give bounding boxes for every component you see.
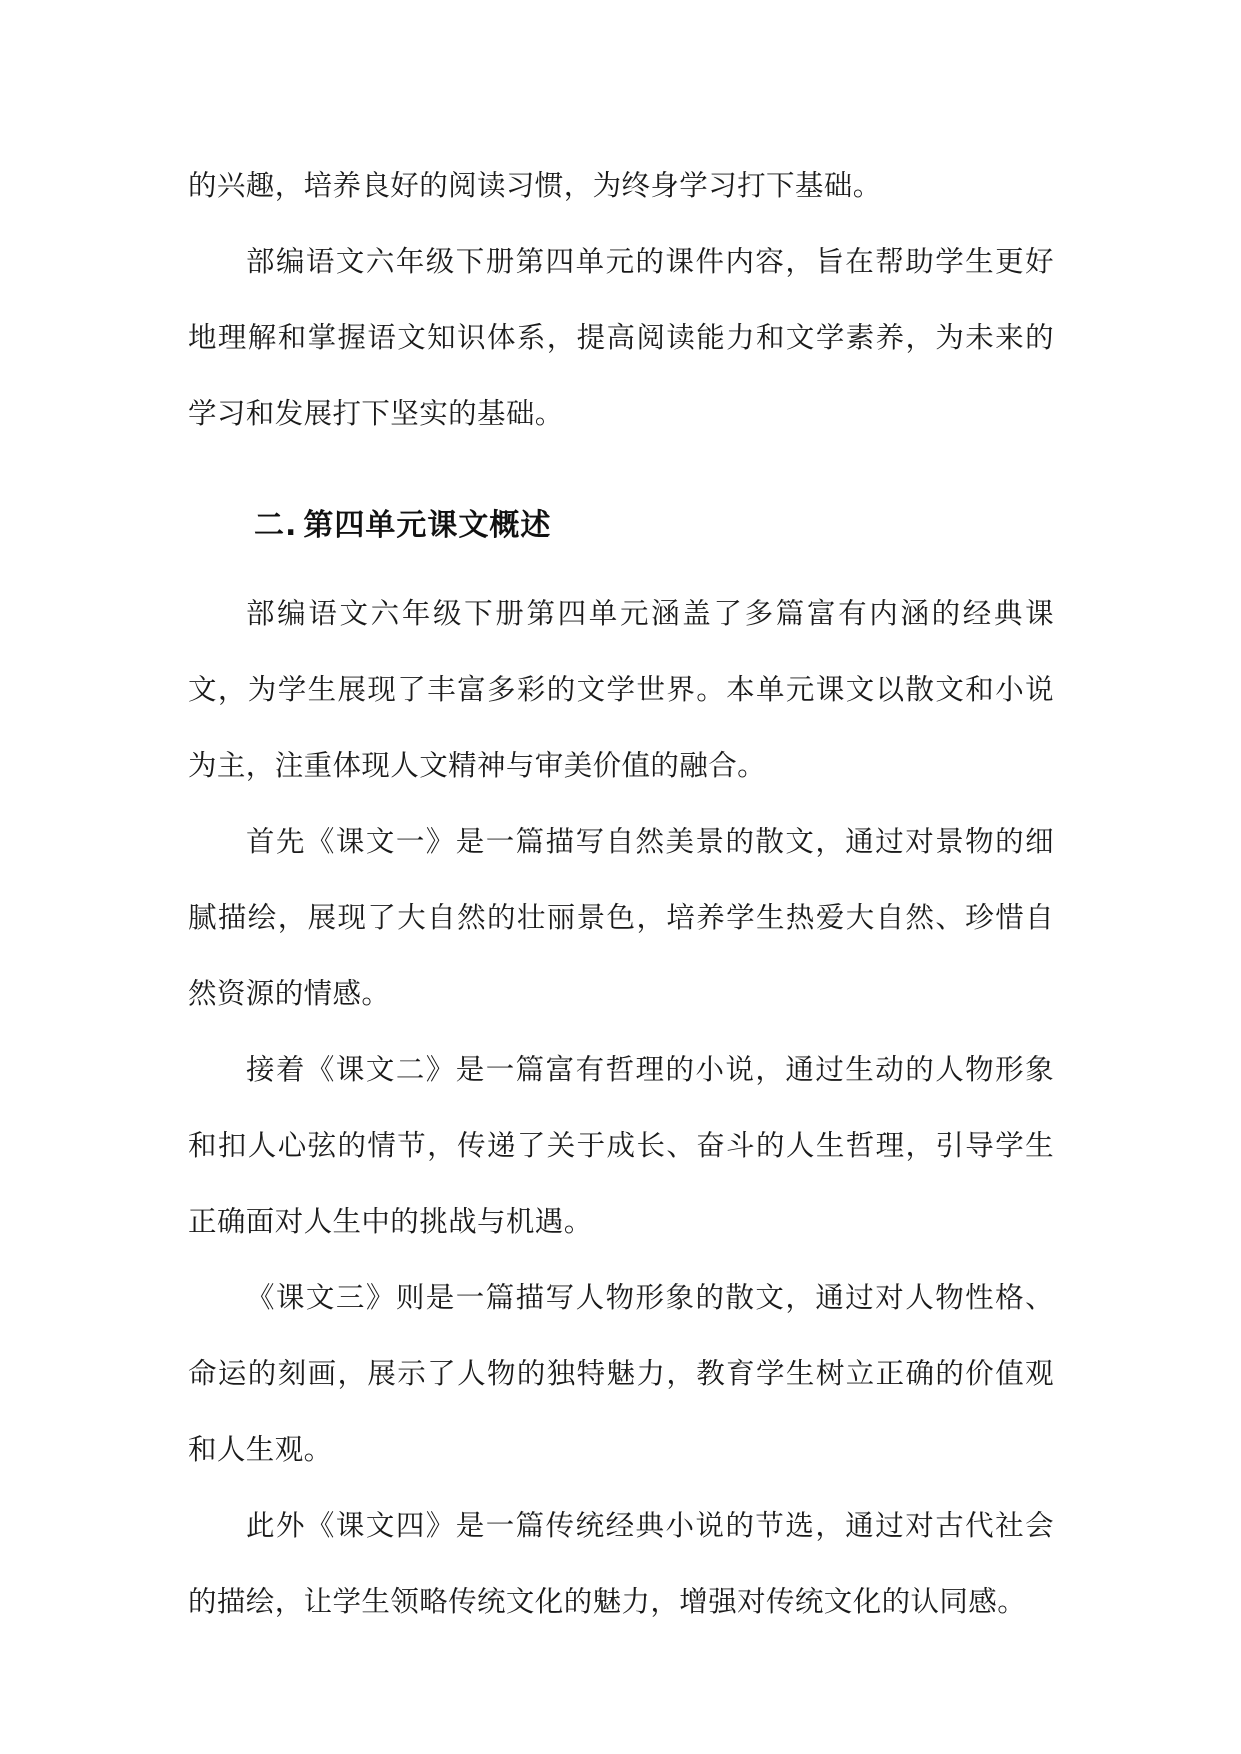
paragraph-unit-purpose: 部编语文六年级下册第四单元的课件内容，旨在帮助学生更好地理解和掌握语文知识体系，提高阅读能力和文学素养，为未来的学习和发展打下坚实的基础。 (188, 245, 1054, 430)
paragraph-text-two: 接着《课文二》是一篇富有哲理的小说，通过生动的人物形象和扣人心弦的情节，传递了关于成长、奋斗的人生哲理，引导学生正确面对人生中的挑战与机遇。 (188, 1053, 1054, 1238)
paragraph-continuation: 的兴趣，培养良好的阅读习惯，为终身学习打下基础。 (188, 169, 882, 202)
paragraph-text-four: 此外《课文四》是一篇传统经典小说的节选，通过对古代社会的描绘，让学生领略传统文化的魅力，增强对传统文化的认同感。 (188, 1509, 1054, 1618)
section-number: 二. (254, 508, 298, 543)
section-heading (188, 488, 1054, 564)
document-body (188, 148, 1054, 1640)
section-title: 第四单元课文概述 (303, 508, 552, 543)
paragraph-unit-overview: 部编语文六年级下册第四单元涵盖了多篇富有内涵的经典课文，为学生展现了丰富多彩的文学世界。本单元课文以散文和小说为主，注重体现人文精神与审美价值的融合。 (188, 597, 1054, 782)
paragraph-text-three: 《课文三》则是一篇描写人物形象的散文，通过对人物性格、命运的刻画，展示了人物的独特魅力，教育学生树立正确的价值观和人生观。 (188, 1281, 1054, 1466)
paragraph-text-one: 首先《课文一》是一篇描写自然美景的散文，通过对景物的细腻描绘，展现了大自然的壮丽景色，培养学生热爱大自然、珍惜自然资源的情感。 (188, 825, 1054, 1010)
